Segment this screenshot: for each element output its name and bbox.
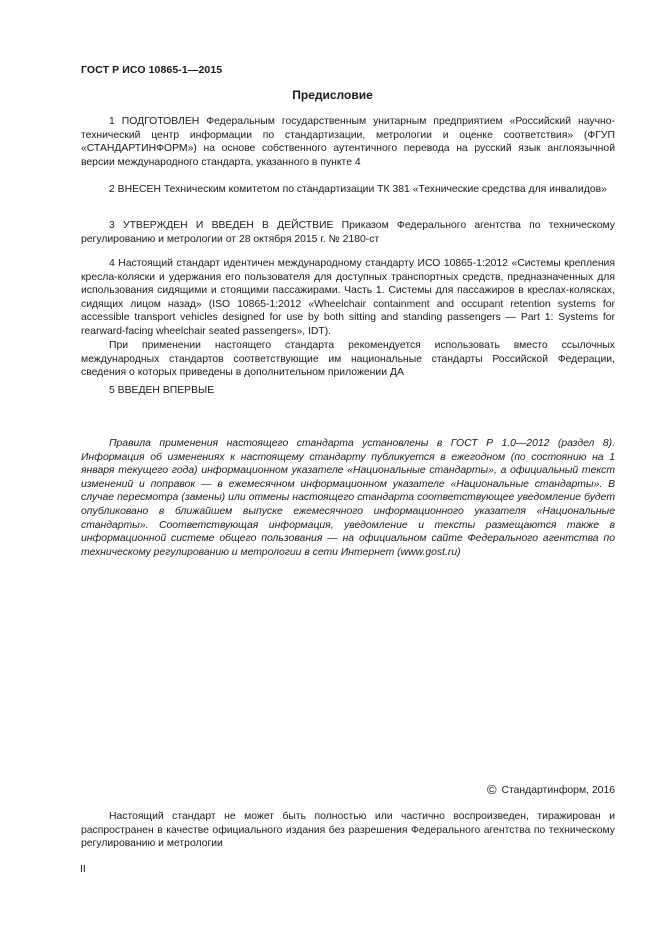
copyright-line bbox=[487, 782, 615, 797]
paragraph-identity: 4 Настоящий стандарт идентичен международному стандарту ИСО 10865-1:2012 «Системы крепления кресла-коляски и удержания его пользователя для доступных транспортных средств, предназначенных для использования сидящими и стоящими пассажирами. Часть 1. Системы для пассажиров в креслах-колясках, сидящих лицом назад» (ISO 10865-1:2012 «Wheelchair containment and occupant retention systems for accessible transport vehicles designed for use by both sitting and standing passengers — Part 1: Systems for rearward-facing wheelchair seated passengers», IDT). bbox=[81, 258, 615, 337]
copyright-icon: © bbox=[487, 782, 497, 797]
document-code-header: ГОСТ Р ИСО 10865-1—2015 bbox=[81, 64, 223, 76]
paragraph-first-introduced: 5 ВВЕДЕН ВПЕРВЫЕ bbox=[109, 385, 215, 396]
page-title: Предисловие bbox=[292, 88, 373, 102]
copyright-text: Стандартинформ, 2016 bbox=[501, 785, 615, 796]
paragraph-submitted-by: 2 ВНЕСЕН Техническим комитетом по стандартизации ТК 381 «Технические средства для инвалидов» bbox=[109, 184, 607, 195]
paragraph-references: При применении настоящего стандарта рекомендуется использовать вместо ссылочных международных стандартов соответствующие им национальные стандарты Российской Федерации, сведения о которых приведены в дополнительном приложении ДА bbox=[81, 340, 615, 379]
paragraph-approved: 3 УТВЕРЖДЕН И ВВЕДЕН В ДЕЙСТВИЕ Приказом Федерального агентства по техническому регулированию и метрологии от 28 октября 2015 г. № 2180-ст bbox=[81, 220, 615, 245]
reproduction-notice: Настоящий стандарт не может быть полностью или частично воспроизведен, тиражирован и распространен в качестве официального издания без разрешения Федерального агентства по техническому регулированию и метрологии bbox=[81, 811, 615, 850]
page-number: II bbox=[80, 864, 86, 875]
application-rules-notice: Правила применения настоящего стандарта установлены в ГОСТ Р 1.0—2012 (раздел 8). Информация об изменениях к настоящему стандарту публикуется в ежегодном (по состоянию на 1 января текущего года) информационном указателе «Национальные стандарты», а официальный текст изменений и поправок — в ежемесячном информационном указателе «Национальные стандарты». В случае пересмотра (замены) или отмены настоящего стандарта соответствующее уведомление будет опубликовано в ближайшем выпуске ежемесячного информационного указателя «Национальные стандарты». Соответствующая информация, уведомление и тексты размещаются также в информационной системе общего пользования — на официальном сайте Федерального агентства по техническому регулированию и метрологии в сети Интернет (www.gost.ru) bbox=[81, 438, 615, 558]
paragraph-prepared-by: 1 ПОДГОТОВЛЕН Федеральным государственным унитарным предприятием «Российский научно-технический центр информации по стандартизации, метрологии и оценке соответствия» (ФГУП «СТАНДАРТИНФОРМ») на основе собственного аутентичного перевода на русский язык англоязычной версии международного стандарта, указанного в пункте 4 bbox=[81, 116, 615, 168]
